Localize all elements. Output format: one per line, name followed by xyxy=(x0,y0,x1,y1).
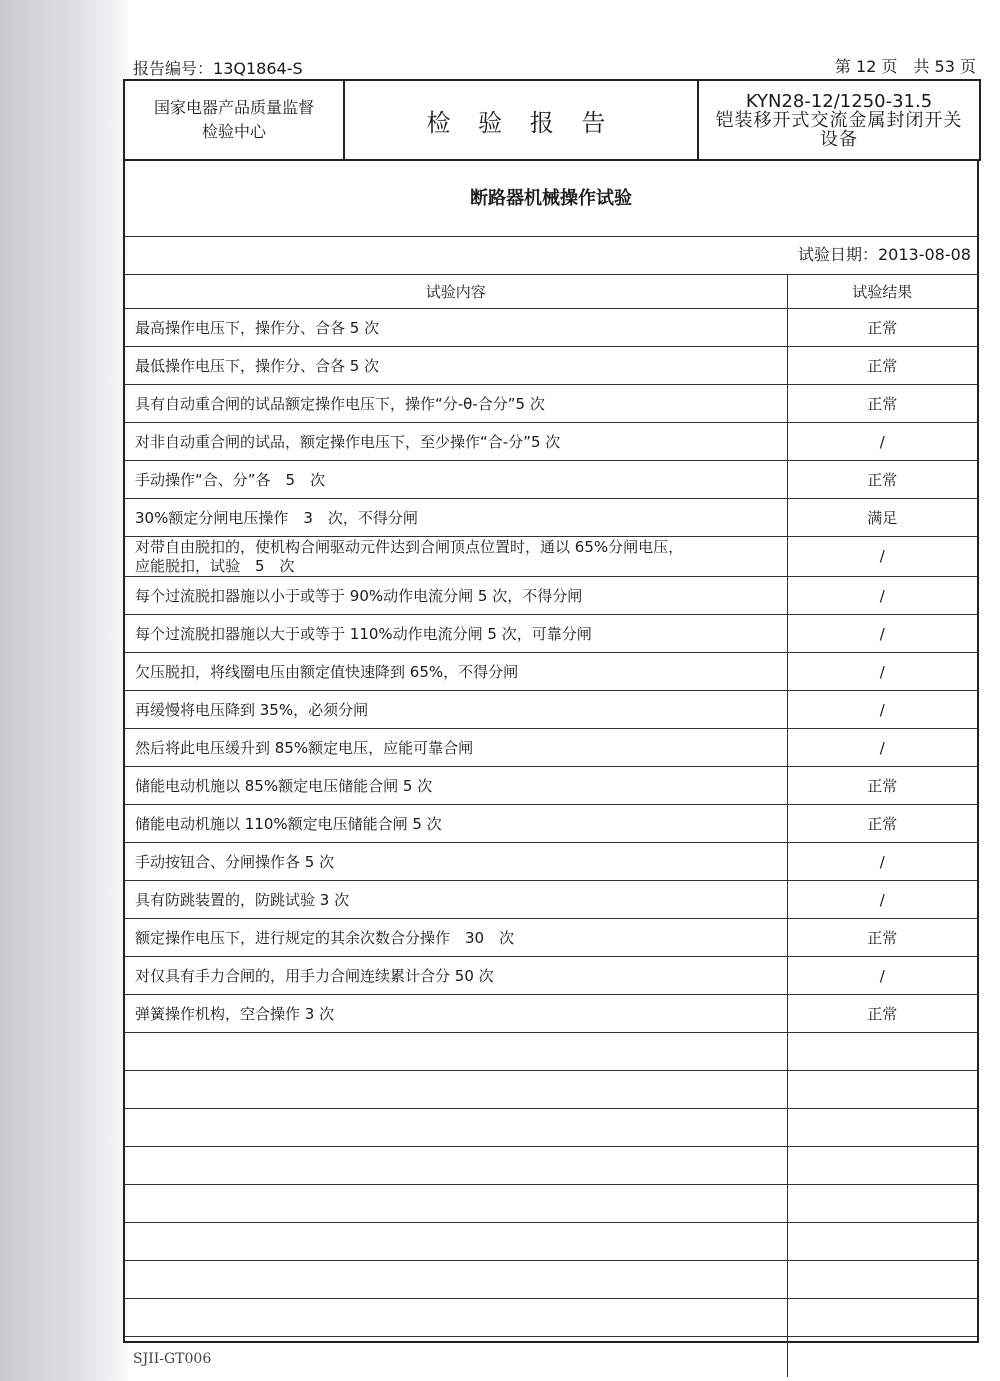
test-content: 欠压脱扣，将线圈电压由额定值快速降到 65%，不得分闸 xyxy=(125,653,787,691)
empty-row xyxy=(125,1223,977,1261)
test-content: 对非自动重合闸的试品，额定操作电压下，至少操作“合-分”5 次 xyxy=(125,423,787,461)
test-result: / xyxy=(787,691,977,729)
org-cell xyxy=(124,80,344,160)
test-result: 正常 xyxy=(787,347,977,385)
model-number: KYN28-12/1250-31.5 xyxy=(745,90,933,112)
product-name-line1: 铠装移开式交流金属封闭开关 xyxy=(715,109,963,131)
table-row xyxy=(125,805,977,843)
test-result: / xyxy=(787,843,977,881)
empty-row xyxy=(125,1185,977,1223)
empty-row xyxy=(125,1109,977,1147)
org-name-line1: 国家电器产品质量监督 xyxy=(153,98,314,117)
test-result: / xyxy=(787,615,977,653)
test-result: / xyxy=(787,653,977,691)
empty-row xyxy=(125,1299,977,1337)
table-header-row xyxy=(125,274,977,309)
test-content: 30%额定分闸电压操作 3 次，不得分闸 xyxy=(125,499,787,537)
report-number-label: 报告编号： xyxy=(133,59,214,78)
test-content: 弹簧操作机构，空合操作 3 次 xyxy=(125,995,787,1033)
table-row xyxy=(125,423,977,461)
test-result: / xyxy=(787,537,977,577)
test-frame xyxy=(123,159,979,1343)
test-content: 对仅具有手力合闸的，用手力合闸连续累计合分 50 次 xyxy=(125,957,787,995)
section-title: 断路器机械操作试验 xyxy=(125,159,977,237)
test-result: / xyxy=(787,423,977,461)
form-code: SJII-GT006 xyxy=(133,1351,212,1367)
test-content: 然后将此电压缓升到 85%额定电压，应能可靠合闸 xyxy=(125,729,787,767)
title-block xyxy=(123,79,981,161)
test-result: 正常 xyxy=(787,767,977,805)
test-content-line2: 应能脱扣，试验 5 次 xyxy=(135,556,295,575)
test-result: / xyxy=(787,957,977,995)
table-row xyxy=(125,385,977,423)
test-content: 额定操作电压下，进行规定的其余次数合分操作 30 次 xyxy=(125,919,787,957)
test-content xyxy=(125,537,787,577)
test-content: 手动操作“合、分”各 5 次 xyxy=(125,461,787,499)
table-row xyxy=(125,995,977,1033)
table-row xyxy=(125,729,977,767)
test-content: 手动按钮合、分闸操作各 5 次 xyxy=(125,843,787,881)
org-name-line2: 检验中心 xyxy=(201,122,266,141)
test-result: 正常 xyxy=(787,995,977,1033)
empty-row xyxy=(125,1071,977,1109)
empty-row xyxy=(125,1147,977,1185)
test-result: / xyxy=(787,881,977,919)
test-result: / xyxy=(787,577,977,615)
test-result: 满足 xyxy=(787,499,977,537)
test-result: 正常 xyxy=(787,309,977,347)
test-date: 试验日期：2013-08-08 xyxy=(798,245,971,264)
test-content: 每个过流脱扣器施以大于或等于 110%动作电流分闸 5 次，可靠分闸 xyxy=(125,615,787,653)
model-cell xyxy=(698,80,980,160)
test-date-row xyxy=(125,236,977,275)
table-row xyxy=(125,537,977,577)
table-row xyxy=(125,577,977,615)
report-number xyxy=(133,56,303,79)
table-row xyxy=(125,615,977,653)
test-result: 正常 xyxy=(787,805,977,843)
table-row xyxy=(125,691,977,729)
column-header-result: 试验结果 xyxy=(787,274,977,309)
empty-row xyxy=(125,1337,977,1378)
table-row xyxy=(125,499,977,537)
test-content: 储能电动机施以 85%额定电压储能合闸 5 次 xyxy=(125,767,787,805)
table-row xyxy=(125,309,977,347)
test-result: 正常 xyxy=(787,919,977,957)
column-header-content: 试验内容 xyxy=(125,274,787,309)
product-name-line2: 设备 xyxy=(820,128,858,150)
test-result: 正常 xyxy=(787,385,977,423)
table-row xyxy=(125,461,977,499)
test-content: 具有防跳装置的，防跳试验 3 次 xyxy=(125,881,787,919)
test-results-table xyxy=(125,274,977,1377)
table-row xyxy=(125,919,977,957)
test-result: / xyxy=(787,729,977,767)
page-indicator: 第 12 页 共 53 页 xyxy=(834,57,976,76)
test-content: 再缓慢将电压降到 35%，必须分闸 xyxy=(125,691,787,729)
empty-row xyxy=(125,1261,977,1299)
table-row xyxy=(125,347,977,385)
table-row xyxy=(125,653,977,691)
table-row xyxy=(125,881,977,919)
test-content: 每个过流脱扣器施以小于或等于 90%动作电流分闸 5 次，不得分闸 xyxy=(125,577,787,615)
empty-row xyxy=(125,1033,977,1071)
table-row xyxy=(125,767,977,805)
report-title: 检 验 报 告 xyxy=(426,108,616,137)
test-content: 储能电动机施以 110%额定电压储能合闸 5 次 xyxy=(125,805,787,843)
report-title-cell xyxy=(344,80,698,160)
test-content-line1: 对带自由脱扣的，使机构合闸驱动元件达到合闸顶点位置时，通以 65%分闸电压， xyxy=(135,537,684,556)
table-row xyxy=(125,843,977,881)
test-content: 具有自动重合闸的试品额定操作电压下，操作“分-θ-合分”5 次 xyxy=(125,385,787,423)
report-number-value: 13Q1864-S xyxy=(213,59,303,78)
test-content: 最高操作电压下，操作分、合各 5 次 xyxy=(125,309,787,347)
test-result: 正常 xyxy=(787,461,977,499)
table-row xyxy=(125,957,977,995)
test-content: 最低操作电压下，操作分、合各 5 次 xyxy=(125,347,787,385)
